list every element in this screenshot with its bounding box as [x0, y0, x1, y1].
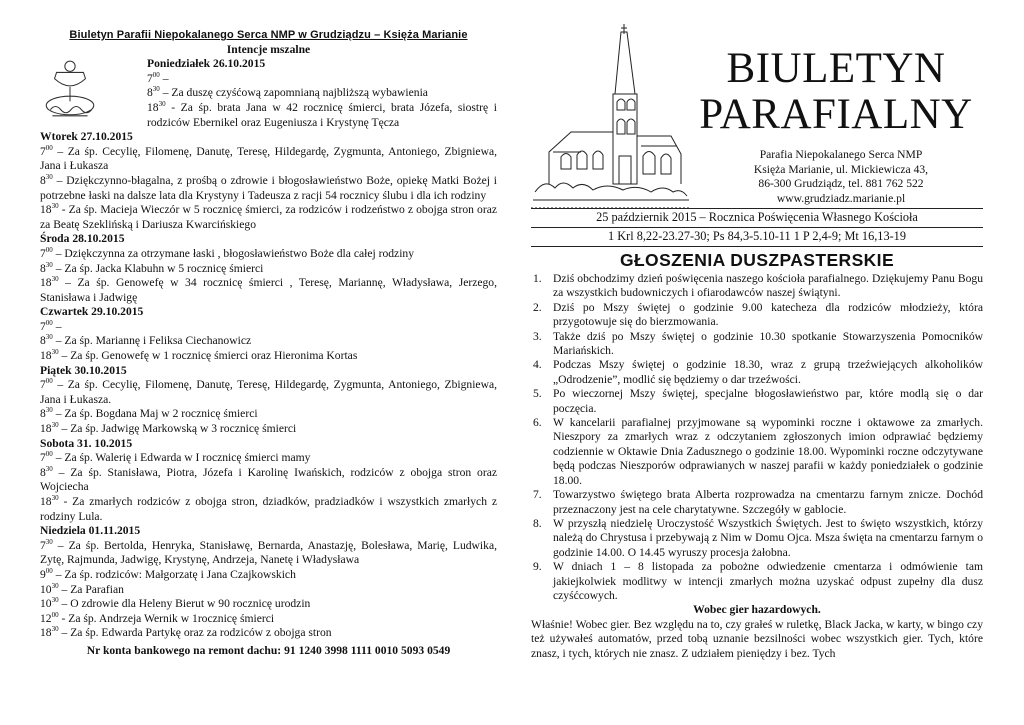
- announcement-item: [531, 488, 983, 517]
- mass-time: $7^{00}$: [40, 318, 53, 333]
- intention-text: – Za duszę czyśćową zapomnianą najbliższą wybawienia: [159, 86, 428, 100]
- announcements-list: [531, 272, 983, 661]
- announcement-number: 3.: [533, 329, 542, 343]
- day-heading: Piątek 30.10.2015: [40, 363, 127, 377]
- announcement-item: [531, 387, 983, 416]
- announcement-text: W kancelarii parafialnej przyjmowane są wypominki roczne i oktawowe za zmarłych. Nieszpory za zmarłych wraz z odczytaniem zgłoszonych imion odprawiać będziemy codziennie w Oktawie Dnia Zadusznego o godzinie 18.00. Wypominki roczne odczytywane będą podczas Nieszporów odprawianych w naszej parafii w każdy poniedziałek o godzinie 18.00.: [553, 416, 983, 487]
- bulletin-front-column: [531, 24, 983, 660]
- intention-entry: [40, 583, 497, 598]
- bulletin-header: Biuletyn Parafii Niepokalanego Serca NMP w Grudziądzu – Księża Marianie: [69, 29, 468, 41]
- intention-entry: [40, 320, 497, 335]
- announcement-number: 5.: [533, 387, 542, 401]
- chalice-illustration: [44, 58, 96, 122]
- announcement-item: [531, 560, 983, 603]
- title-line-2: PARAFIALNY: [699, 91, 973, 138]
- intention-entry: [40, 145, 497, 174]
- intention-entry: [40, 174, 497, 203]
- intention-text: – Dziękczynna za otrzymane łaski , błogosławieństwo Boże dla całej rodziny: [52, 246, 415, 260]
- day-heading: Czwartek 29.10.2015: [40, 305, 144, 319]
- intention-text: – Za śp. Cecylię, Filomenę, Danutę, Teresę, Hildegardę, Zygmunta, Antoniego, Zbigniewa, Jana i Łukasza: [40, 144, 497, 173]
- mass-time: $18^{30}$: [40, 494, 59, 508]
- mass-time: $12^{00}$: [40, 610, 59, 625]
- announcement-number: 8.: [533, 516, 542, 530]
- intention-text: – Za śp. Bertolda, Henryka, Stanisławę, Bernarda, Anastazję, Bolesława, Marię, Ludwika, Zytę, Rajmunda, Jadwigę, Krystynę, Andrzeja, Nanetę i Władysława: [40, 538, 497, 567]
- intention-text: – Dziękczynno-błagalna, z prośbą o zdrowie i błogosławieństwo Boże, opiekę Matki Bożej i potrzebne łaski na dalsze lata dla Krystyny i Tadeusza z racji 54 rocznicy ślubu i dla ich rodziny: [40, 173, 497, 202]
- intention-text: – Za śp. Mariannę i Feliksa Ciechanowicz: [52, 334, 252, 348]
- intention-entry: [40, 101, 497, 130]
- intention-entry: [40, 349, 497, 364]
- intention-entry: [40, 597, 497, 612]
- mass-time: $18^{30}$: [40, 202, 59, 217]
- announcement-number: 2.: [533, 300, 542, 314]
- announcement-item: [531, 358, 983, 387]
- intention-text: – Za śp. Edwarda Partykę oraz za rodziców z obojga stron: [58, 626, 332, 640]
- intention-entry: [40, 262, 497, 277]
- mass-time: $10^{30}$: [40, 596, 59, 611]
- announcement-number: 7.: [533, 488, 542, 502]
- announcement-item: [531, 301, 983, 330]
- announcement-number: 1.: [533, 272, 542, 285]
- title-line-1: BIULETYN: [726, 45, 946, 92]
- mass-time: $8^{30}$: [40, 260, 53, 275]
- announcement-text: Także dziś po Mszy świętej o godzinie 10.30 spotkanie Stowarzyszenia Pomocników Mariańskich.: [553, 329, 983, 358]
- announcement-number: 9.: [533, 560, 542, 574]
- intention-entry: [40, 422, 497, 437]
- mass-time: $8^{30}$: [40, 333, 53, 348]
- intention-text: –: [52, 319, 62, 333]
- announcement-number: 6.: [533, 416, 542, 430]
- section-title: Intencje mszalne: [226, 42, 311, 56]
- intention-entry: [40, 247, 497, 262]
- mass-time: $8^{30}$: [147, 85, 160, 100]
- intention-entry: [40, 495, 497, 524]
- masthead: [531, 24, 983, 210]
- intention-entry: [40, 378, 497, 407]
- intention-text: – Za śp. Stanisława, Piotra, Józefa i Karolinę Iwańskich, rodziców z obojga stron oraz Wojciecha: [40, 465, 497, 494]
- mass-time: $10^{30}$: [40, 581, 59, 596]
- divider: [531, 246, 983, 247]
- mass-time: $18^{30}$: [40, 625, 59, 640]
- divider: [531, 208, 983, 209]
- mass-time: $18^{30}$: [147, 99, 166, 114]
- mass-time: $8^{30}$: [40, 172, 53, 187]
- announcement-text: Dziś obchodzimy dzień poświęcenia naszego kościoła parafialnego. Dziękujemy Panu Bogu za wszystkich budowniczych i ofiarodawców naszej świątyni.: [553, 272, 983, 300]
- intention-entry: [40, 626, 497, 641]
- intention-text: – Za śp. Genowefę w 1 rocznicę śmierci oraz Hieronima Kortas: [58, 349, 358, 363]
- days-list: [40, 57, 497, 641]
- announcement-text: W przyszłą niedzielę Uroczystość Wszystkich Świętych. Jest to święto wszystkich, którzy należą do Chrystusa i przebywają z Nim w Domu Ojca. Msza święta na cmentarzu farnym o godzinie 14.00. O 14.45 wyruszy procesja żałobna.: [553, 516, 983, 559]
- announcement-item: [531, 330, 983, 359]
- mass-intentions-column: [40, 28, 497, 659]
- intention-entry: [40, 539, 497, 568]
- mass-time: $7^{00}$: [40, 245, 53, 260]
- mass-time: $18^{30}$: [40, 275, 59, 290]
- intention-text: - Za zmarłych rodziców z obojga stron, dziadków, pradziadków i wszystkich zmarłych z rodziny Lula.: [40, 495, 497, 523]
- parish-address: Księża Marianie, ul. Mickiewicza 43,: [753, 162, 929, 176]
- day-heading: Sobota 31. 10.2015: [40, 436, 133, 450]
- intention-entry: [40, 334, 497, 349]
- intention-entry: [40, 203, 497, 232]
- announcement-text: W dniach 1 – 8 listopada za pobożne odwiedzenie cmentarza i odmówienie tam jakiejkolwiek modlitwy w intencji zmarłych można uzyskać odpust zupełny dla dusz czyśćcowych.: [553, 560, 983, 602]
- intention-text: – Za śp. Jadwigę Markowską w 3 rocznicę śmierci: [58, 422, 297, 436]
- announcement-text: Towarzystwo świętego brata Alberta rozprowadza na cmentarzu farnym znicze. Dochód przeznaczony jest na cele charytatywne. Szczegóły w gablocie.: [553, 488, 983, 516]
- announcement-text: Dziś po Mszy świętej o godzinie 9.00 katecheza dla rodziców młodzieży, która przygotowuje się do bierzmowania.: [553, 300, 983, 329]
- intention-text: – O zdrowie dla Heleny Bierut w 90 rocznicę urodzin: [58, 597, 311, 611]
- intention-text: - Za śp. Andrzeja Wernik w 1rocznicę śmierci: [58, 611, 275, 625]
- announcement-item: [531, 272, 983, 301]
- hazard-section-title: Wobec gier hazardowych.: [693, 603, 821, 617]
- intention-text: – Za śp. Genowefę w 34 rocznicę śmierci , Teresę, Mariannę, Władysława, Jerzego, Stanisława i Jadwigę: [40, 276, 497, 304]
- parish-info: [721, 148, 961, 206]
- mass-time: $7^{00}$: [40, 450, 53, 465]
- intention-entry: [40, 612, 497, 627]
- intention-text: –: [159, 71, 169, 85]
- mass-time: $8^{30}$: [40, 464, 53, 479]
- day-heading: Poniedziałek 26.10.2015: [147, 57, 266, 71]
- announcement-text: Podczas Mszy świętej o godzinie 18.30, wraz z grupą trzeźwiejących alkoholików „Odrodzenie”, modlić się będziemy o dar trzeźwości.: [553, 358, 983, 386]
- announcement-item: [531, 517, 983, 560]
- day-heading: Środa 28.10.2015: [40, 232, 125, 246]
- intention-entry: [40, 86, 497, 101]
- intention-entry: [40, 276, 497, 305]
- mass-time: $18^{30}$: [40, 421, 59, 436]
- mass-time: $9^{00}$: [40, 566, 53, 581]
- intention-text: – Za śp. Jacka Klabuhn w 5 rocznicę śmierci: [52, 261, 264, 275]
- readings-line: 1 Krl 8,22-23.27-30; Ps 84,3-5.10-11 1 P 2,4-9; Mt 16,13-19: [608, 229, 906, 243]
- mass-time: $8^{30}$: [40, 406, 53, 421]
- mass-time: $7^{30}$: [40, 537, 53, 552]
- bank-account-line: Nr konta bankowego na remont dachu: 91 1240 3998 1111 0010 5093 0549: [86, 643, 451, 657]
- divider: [531, 227, 983, 228]
- day-heading: Niedziela 01.11.2015: [40, 524, 141, 538]
- mass-time: $7^{00}$: [40, 377, 53, 392]
- intention-text: - Za śp. Macieja Wieczór w 5 rocznicę śmierci, za rodziców i rodzeństwo z obojga stron oraz za Beatę Szeklińską i Dariusza Kwarcińskiego: [40, 203, 497, 231]
- intention-text: - Za śp. brata Jana w 42 rocznicę śmierci, brata Józefa, siostrę i rodziców Ebernikel oraz Eugeniusza i Krystynę Tęcza: [147, 100, 497, 129]
- hazard-section-text: Właśnie! Wobec gier. Bez względu na to, czy grałeś w ruletkę, Black Jacka, w karty, w bingo czy też używałeś automatów, przed tobą uznanie bezsilności wobec wszystkich gier. Tych, które znasz, i tych, których nie znasz. Z udziałem pieniędzy i bez. Tych: [531, 617, 983, 660]
- intention-entry: [40, 466, 497, 495]
- intention-entry: [40, 72, 497, 87]
- intention-text: – Za śp. rodziców: Małgorzatę i Jana Czajkowskich: [52, 567, 296, 581]
- mass-time: $18^{30}$: [40, 348, 59, 363]
- intention-entry: [40, 451, 497, 466]
- parish-name: Parafia Niepokalanego Serca NMP: [759, 148, 923, 161]
- day-heading: Wtorek 27.10.2015: [40, 130, 133, 144]
- hazard-section: [531, 603, 983, 661]
- bulletin-title: [686, 46, 986, 138]
- mass-time: $7^{00}$: [40, 143, 53, 158]
- intention-text: – Za śp. Cecylię, Filomenę, Danutę, Teresę, Hildegardę, Zygmunta, Antoniego, Zbigniewa, Jana i Łukasza.: [40, 378, 497, 406]
- parish-city-phone: 86-300 Grudziądz, tel. 881 762 522: [758, 177, 924, 190]
- announcement-item: [531, 416, 983, 488]
- mass-time: $7^{00}$: [147, 70, 160, 85]
- intention-entry: [40, 407, 497, 422]
- intention-entry: [40, 568, 497, 583]
- parish-website: www.grudziadz.marianie.pl: [776, 191, 906, 205]
- intention-text: – Za Parafian: [58, 582, 124, 596]
- announcement-text: Po wieczornej Mszy świętej, specjalne błogosławieństwo par, które modlą się o dar poczęcia.: [553, 387, 983, 415]
- announcements-title: GŁOSZENIA DUSZPASTERSKIE: [619, 250, 895, 270]
- intention-text: – Za śp. Walerię i Edwarda w I rocznicę śmierci mamy: [52, 451, 311, 465]
- intention-text: – Za śp. Bogdana Maj w 2 rocznicę śmierci: [52, 407, 258, 421]
- church-illustration: [531, 24, 691, 210]
- date-occasion-line: 25 październik 2015 – Rocznica Poświęcenia Własnego Kościoła: [596, 210, 918, 224]
- announcement-number: 4.: [533, 358, 542, 372]
